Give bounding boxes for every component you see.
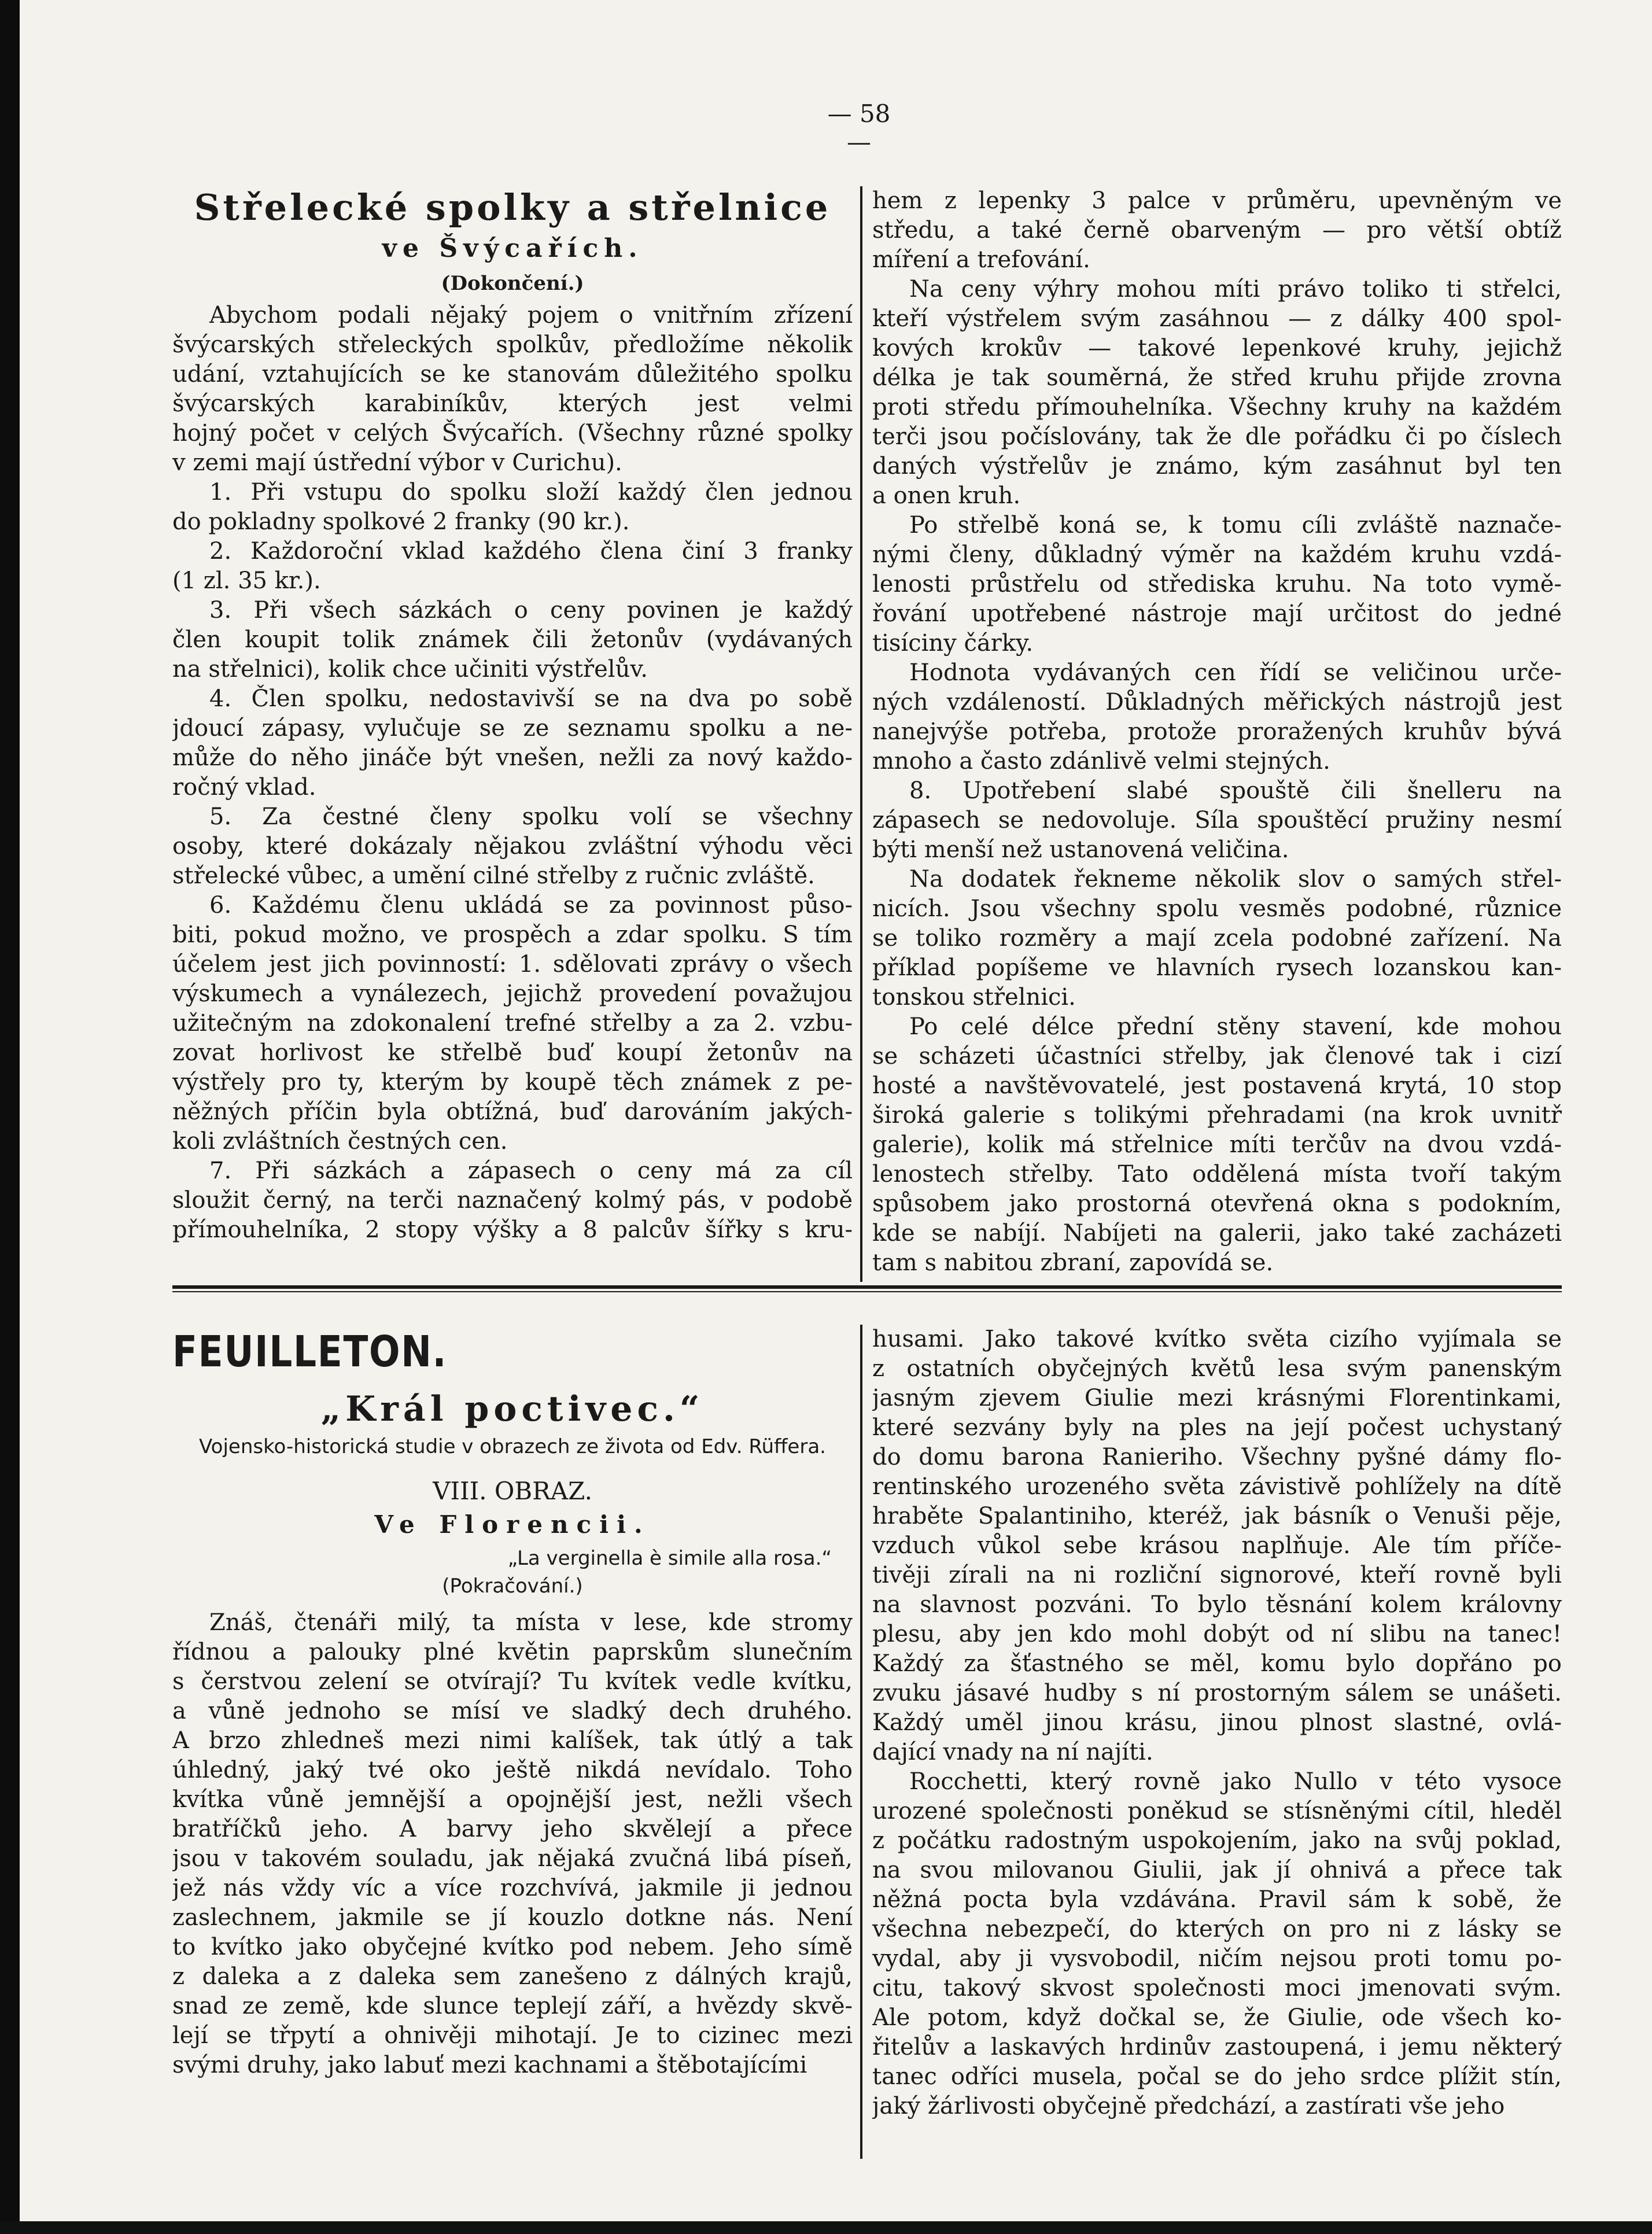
text-line: v zemi mají ústřední výbor v Curichu).: [172, 449, 622, 476]
text-line: tonskou střelnici.: [872, 984, 1076, 1011]
text-line: široká galerie s tolikými přehradami (na krok uvnitř: [872, 1102, 1562, 1129]
text-line: terči jsou počíslovány, tak že dle pořádku či po číslech: [872, 423, 1562, 450]
text-line: Rocchetti, který rovně jako Nullo v této vysoce: [909, 1768, 1562, 1795]
text-line: Na dodatek řekneme několik slov o samých střel-: [909, 866, 1562, 893]
text-line: výskumech a vynálezech, jejichž provedení považujou: [172, 980, 853, 1007]
text-line: hem z lepenky 3 palce v průměru, upevněným ve: [872, 187, 1562, 214]
feuilleton-left-column: [172, 1325, 853, 2080]
text-line: biti, pokud možno, ve prospěch a zdar spolku. S tím: [172, 921, 853, 948]
text-line: něžných příčin byla obtížná, buď darováním jakých-: [172, 1098, 853, 1125]
feuilleton-subtitle: Vojensko-historická studie v obrazech ze života od Edv. Rüffera.: [199, 1435, 826, 1458]
text-line: řitelův a laskavých hrdinův zastoupená, i jemu některý: [872, 2034, 1562, 2060]
scan-edge-bottom: [0, 2221, 1652, 2234]
feuilleton-heading: FEUILLETON.: [172, 1327, 448, 1377]
column-divider-top: [860, 186, 862, 1282]
text-line: všechna nebezpečí, do kterých on pro ni z lásky se: [872, 1916, 1562, 1942]
text-line: středu, a také černě obarveným — pro větší obtíž: [872, 217, 1562, 244]
text-line: na slavnost pozváni. To bylo těsnání kolem královny: [872, 1591, 1562, 1618]
text-line: udání, vztahujících se ke stanovám důležitého spolku: [172, 361, 853, 388]
feuilleton-right-column: [872, 1325, 1562, 2121]
text-line: lejí se třpytí a ohnivěji mihotají. Je to cizinec mezi: [172, 2022, 853, 2049]
article-right-text: [872, 186, 1562, 1278]
text-line: 8. Upotřebení slabé spouště čili šnelleru na: [909, 777, 1562, 804]
text-line: švýcarských střeleckých spolkův, předložíme několik: [172, 331, 853, 358]
text-line: kvítka vůně jemnější a opojnější jest, nežli všech: [172, 1786, 853, 1813]
text-line: to kvítko jako obyčejné kvítko pod nebem. Jeho símě: [172, 1934, 853, 1960]
text-line: tam s nabitou zbraní, zapovídá se.: [872, 1249, 1274, 1276]
text-line: mnoho a často zdánlivě velmi stejných.: [872, 748, 1330, 775]
section-rule: [172, 1285, 1562, 1289]
text-line: 5. Za čestné členy spolku volí se všechny: [209, 803, 853, 830]
text-line: sloužit černý, na terči naznačený kolmý pás, v podobě: [172, 1187, 853, 1214]
text-line: ročný vklad.: [172, 774, 316, 801]
text-line: hojný počet v celých Švýcařích. (Všechny různé spolky: [172, 420, 853, 447]
text-line: vzduch vůkol sebe krásou naplňuje. Ale tím příče-: [872, 1532, 1562, 1559]
feuilleton-left-text: [172, 1608, 853, 2080]
text-line: dající vnady na ní najíti.: [872, 1739, 1153, 1765]
text-line: úhledný, jaký tvé oko ještě nikdá nevídalo. Toho: [172, 1757, 853, 1783]
text-line: Po celé délce přední stěny stavení, kde mohou: [909, 1013, 1562, 1040]
chapter-place: Ve Florencii.: [374, 1510, 651, 1539]
text-line: zaslechnem, jakmile se jí kouzlo dotkne nás. Není: [172, 1904, 853, 1931]
text-line: tanec odříci musela, počal se do jeho srdce plížit stín,: [872, 2063, 1562, 2090]
text-line: které sezvány byly na ples na její počest uchystaný: [872, 1414, 1562, 1441]
text-line: tisíciny čárky.: [872, 630, 1034, 657]
text-line: účelem jest jich povinností: 1. sdělovati zprávy o všech: [172, 951, 853, 978]
text-line: nými členy, důkladný výměr na každém kruhu vzdá-: [872, 541, 1562, 568]
text-line: a onen kruh.: [872, 482, 1021, 509]
text-line: přímouhelníka, 2 stopy výšky a 8 palcův šířky s kru-: [172, 1216, 853, 1243]
text-line: 4. Člen spolku, nedostavivší se na dva po sobě: [209, 685, 853, 712]
column-divider-bottom: [860, 1325, 862, 2159]
text-line: kových krokův — takové lepenkové kruhy, jejichž: [872, 335, 1562, 362]
text-line: tivěji zírali na ni rozliční signorové, kteří rovně byli: [872, 1562, 1562, 1588]
text-line: řování upotřebené nástroje mají určitost do jedné: [872, 600, 1562, 627]
text-line: délka je tak souměrná, že střed kruhu přijde zrovna: [872, 364, 1562, 391]
feuilleton-right-text: [872, 1325, 1562, 2121]
article-title: Střelecké spolky a střelnice: [194, 186, 831, 228]
feuilleton-title: „Král poctivec.“: [320, 1389, 705, 1429]
article-left-text: [172, 301, 853, 1245]
text-line: 2. Každoroční vklad každého člena činí 3 franky: [209, 538, 853, 565]
text-line: na střelnici), kolik chce učiniti výstřelův.: [172, 656, 648, 683]
text-line: bratříčků jeho. A barvy jeho skvělejí a přece: [172, 1816, 853, 1842]
text-line: švýcarských karabiníkův, kterých jest velmi: [172, 390, 853, 417]
text-line: Každý uměl jinou krásu, jinou plnost slastné, ovlá-: [872, 1709, 1562, 1736]
article-left-column: [172, 186, 853, 1245]
text-line: Hodnota vydávaných cen řídí se veličinou urče-: [909, 659, 1562, 686]
chapter-heading: VIII. OBRAZ.: [433, 1477, 592, 1505]
text-line: Každý za šťastného se měl, komu bylo dopřáno po: [872, 1650, 1562, 1677]
text-line: Znáš, čtenáři milý, ta místa v lese, kde stromy: [209, 1609, 853, 1636]
text-line: střelecké vůbec, a umění cilné střelby z ručnic zvláště.: [172, 862, 815, 889]
text-line: jdoucí zápasy, vylučuje se ze seznamu spolku a ne-: [172, 715, 853, 742]
text-line: daných výstřelův je známo, kým zasáhnut byl ten: [872, 453, 1562, 480]
text-line: (1 zl. 35 kr.).: [172, 567, 321, 594]
text-line: 3. Při všech sázkách o ceny povinen je každý: [209, 597, 853, 624]
text-line: příklad popíšeme ve hlavních rysech lozanskou kan-: [872, 954, 1562, 981]
text-line: a vůně jednoho se mísí ve sladký dech druhého.: [172, 1698, 853, 1724]
text-line: z ostatních obyčejných květů lesa svým panenským: [872, 1355, 1562, 1382]
article-subtitle: ve Švýcařích.: [382, 234, 643, 263]
text-line: do pokladny spolkové 2 franky (90 kr.).: [172, 508, 630, 535]
chapter-motto: „La verginella è simile alla rosa.“: [507, 1547, 832, 1570]
text-line: člen koupit tolik známek čili žetonův (vydávaných: [172, 626, 853, 653]
text-line: něžná pocta byla vzdávána. Pravil sám k sobě, že: [872, 1886, 1562, 1913]
text-line: do domu barona Ranieriho. Všechny pyšné dámy flo-: [872, 1444, 1562, 1470]
text-line: lenostech střelby. Tato oddělená místa tvoří takým: [872, 1161, 1562, 1188]
text-line: ných vzdáleností. Důkladných měřických nástrojů jest: [872, 689, 1562, 716]
text-line: se scházeti účastníci střelby, jak členové tak i cizí: [872, 1043, 1562, 1070]
section-rule-thin: [172, 1291, 1562, 1292]
text-line: husami. Jako takové kvítko světa cizího vyjímala se: [872, 1326, 1562, 1352]
text-line: z počátku radostným uspokojením, jako na svůj poklad,: [872, 1827, 1562, 1854]
text-line: A brzo zhledneš mezi nimi kalíšek, tak útlý a tak: [172, 1727, 853, 1754]
text-line: Ale potom, když dočkal se, že Giulie, ode všech ko-: [872, 2004, 1562, 2031]
text-line: urozené společnosti poněkud se stísněnými cítil, hleděl: [872, 1798, 1562, 1824]
text-line: Abychom podali nějaký pojem o vnitřním zřízení: [209, 302, 853, 329]
text-line: hraběte Spalantiniho, kteréž, jak básník o Venuši pěje,: [872, 1503, 1562, 1529]
text-line: Po střelbě koná se, k tomu cíli zvláště naznače-: [909, 512, 1562, 539]
scan-edge-left: [0, 0, 20, 2234]
article-note: (Dokončení.): [441, 272, 584, 295]
text-line: řídnou a palouky plné květin paprskům slunečním: [172, 1639, 853, 1665]
text-line: nanejvýše potřeba, protože proražených kruhův bývá: [872, 718, 1562, 745]
text-line: býti menší než ustanovená veličina.: [872, 836, 1289, 863]
text-line: na svou milovanou Giulii, jak jí ohnivá a přece tak: [872, 1857, 1562, 1883]
text-line: může do něho jináče být vnešen, nežli za nový každo-: [172, 744, 853, 771]
text-line: snad ze země, kde slunce teplejí září, a hvězdy skvě-: [172, 1993, 853, 2019]
text-line: proti středu přímouhelníka. Všechny kruhy na každém: [872, 394, 1562, 421]
text-line: 7. Při sázkách a zápasech o ceny má za cíl: [209, 1157, 853, 1184]
text-line: míření a trefování.: [872, 246, 1090, 273]
text-line: zovat horlivost ke střelbě buď koupí žetonův na: [172, 1039, 853, 1066]
text-line: koli zvláštních čestných cen.: [172, 1128, 508, 1155]
text-line: jež nás vždy víc a více rozchvívá, jakmile ji jednou: [172, 1875, 853, 1901]
text-line: kde se nabíjí. Nabíjeti na galerii, jako také zacházeti: [872, 1220, 1562, 1247]
text-line: zápasech se nedovoluje. Síla spouštěcí pružiny nesmí: [872, 807, 1562, 834]
page-number: — 58 —: [827, 99, 891, 156]
text-line: se toliko rozměry a mají zcela podobné zařízení. Na: [872, 925, 1562, 952]
text-line: plesu, aby jen kdo mohl dobýt od ní slibu na tanec!: [872, 1621, 1562, 1647]
text-line: galerie), kolik má střelnice míti terčův na dvou vzdá-: [872, 1131, 1562, 1158]
text-line: kteří výstřelem svým zasáhnou — z dálky 400 spol-: [872, 305, 1562, 332]
text-line: osoby, které dokázaly nějakou zvláštní výhodu věci: [172, 833, 853, 860]
text-line: hosté a navštěvovatelé, jest postavená krytá, 10 stop: [872, 1072, 1562, 1099]
text-line: rentinského urozeného světa závistivě pohlížely na dítě: [872, 1473, 1562, 1500]
text-line: citu, takový skvost společnosti moci jmenovati svým.: [872, 1975, 1562, 2001]
text-line: zvuku jásavé hudby s ní prostorným sálem se unášeti.: [872, 1680, 1562, 1706]
text-line: 6. Každému členu ukládá se za povinnost půso-: [209, 892, 853, 919]
text-line: lenosti průstřelu od střediska kruhu. Na toto vymě-: [872, 571, 1562, 598]
article-right-column: [872, 186, 1562, 1278]
text-line: jaký žárlivosti obyčejně předchází, a zastírati vše jeho: [872, 2093, 1505, 2119]
text-line: výstřely pro ty, kterým by koupě těch známek z pe-: [172, 1069, 853, 1096]
text-line: jasným zjevem Giulie mezi krásnými Florentinkami,: [872, 1385, 1562, 1411]
text-line: jsou v takovém souladu, jak nějaká zvučná libá píseň,: [172, 1845, 853, 1872]
text-line: z daleka a z daleka sem zanešeno z dálných krajů,: [172, 1963, 853, 1990]
text-line: vydal, aby ji vysvobodil, ničím nejsou proti tomu po-: [872, 1945, 1562, 1972]
text-line: s čerstvou zelení se otvírají? Tu kvítek vedle kvítku,: [172, 1668, 853, 1695]
text-line: Na ceny výhry mohou míti právo toliko ti střelci,: [909, 276, 1562, 303]
text-line: užitečným na zdokonalení trefné střelby a za 2. vzbu-: [172, 1010, 853, 1037]
text-line: 1. Při vstupu do spolku složí každý člen jednou: [209, 479, 853, 506]
text-line: spůsobem jako prostorná otevřená okna s podokním,: [872, 1190, 1562, 1217]
continuation-note: (Pokračování.): [442, 1575, 583, 1598]
text-line: svými druhy, jako labuť mezi kachnami a štěbotajícími: [172, 2052, 807, 2078]
text-line: nicích. Jsou všechny spolu vesměs podobné, různice: [872, 895, 1562, 922]
